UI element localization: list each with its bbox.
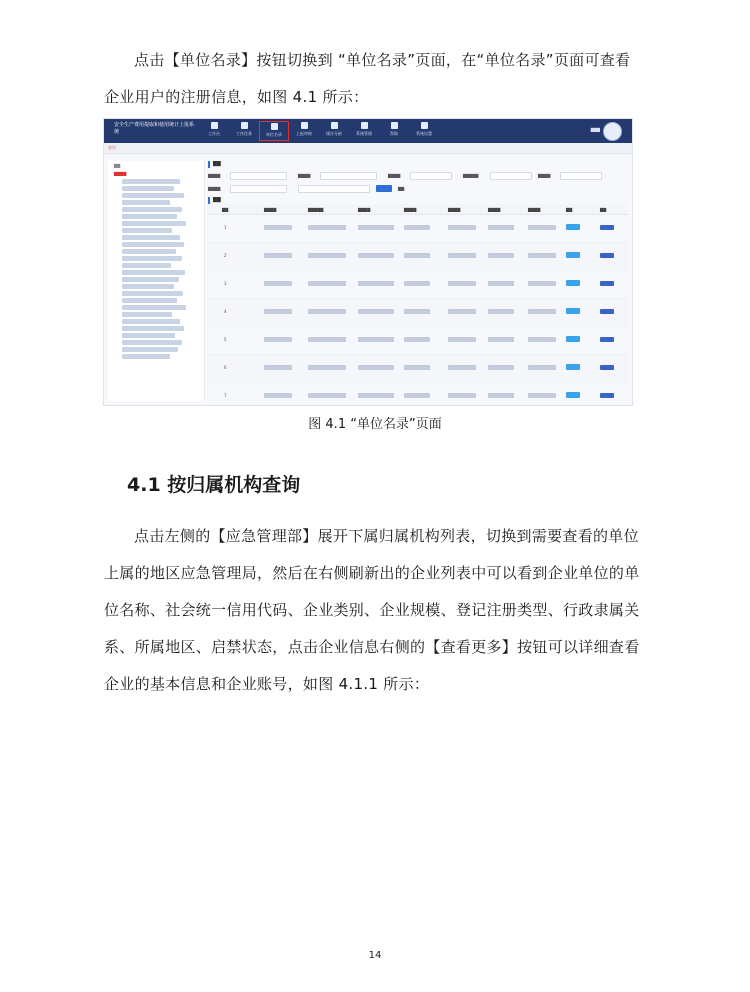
figure-sidebar-root: ▇▇▇▇ bbox=[114, 171, 127, 176]
figure-nav-item-active: 单位名录 bbox=[259, 121, 289, 141]
figure-app-title: 安全生产费用提取和使用统计上报系统 bbox=[114, 122, 195, 135]
section-heading: 4.1 按归属机构查询 bbox=[127, 474, 301, 496]
figure-tab: 首页 bbox=[108, 145, 116, 150]
figure-sidebar-head: ▇▇ bbox=[114, 163, 121, 168]
figure-view-more-link bbox=[600, 281, 614, 286]
figure-status-tag bbox=[566, 224, 580, 230]
figure-table bbox=[208, 215, 628, 406]
figure-status-tag bbox=[566, 308, 580, 314]
figure-user-name: ▇▇▇ bbox=[590, 127, 600, 132]
figure-table-header: ▇▇ ▇▇▇▇ ▇▇▇▇▇ ▇▇▇▇ ▇▇▇▇ ▇▇▇▇ ▇▇▇▇ ▇▇▇▇ ▇▇ ▇▇ bbox=[208, 204, 628, 215]
system-icon bbox=[361, 122, 368, 129]
figure-table-row: 2 bbox=[208, 243, 628, 271]
body-paragraph: 点击左侧的【应急管理部】展开下属归属机构列表，切换到需要查看的单位上属的地区应急管理局，然后在右侧刷新出的企业列表中可以看到企业单位的单位名称、社会统一信用代码、企业类别、企业规模、登记注册类型、行政隶属关系、所属地区、启禁状态，点击企业信息右侧的【查看更多】按钮可以详细查看企业的基本信息和企业账号，如图 4.1.1 所示： bbox=[104, 527, 640, 693]
figure-status-tag bbox=[566, 364, 580, 370]
figure-view-more-link bbox=[600, 365, 614, 370]
figure-filter-row: ▇▇▇▇ ▇▇ bbox=[208, 186, 405, 191]
gear-icon bbox=[421, 122, 428, 129]
stats-icon bbox=[331, 122, 338, 129]
figure-view-more-link bbox=[600, 337, 614, 342]
figure-main-panel bbox=[208, 161, 628, 401]
task-icon bbox=[241, 122, 248, 129]
figure-search-button bbox=[376, 185, 392, 192]
figure-nav-item: 工作台 bbox=[199, 121, 229, 141]
figure-view-more-link bbox=[600, 309, 614, 314]
figure-table-row: 4 bbox=[208, 299, 628, 327]
report-icon bbox=[301, 122, 308, 129]
figure-caption: 图 4.1 “单位名录”页面 bbox=[308, 417, 442, 432]
figure-nav-item: 工作任务 bbox=[229, 121, 259, 141]
figure-nav-item: 统计分析 bbox=[319, 121, 349, 141]
figure-nav-item: 帮助 bbox=[379, 121, 409, 141]
figure-status-tag bbox=[566, 280, 580, 286]
figure-table-row: 5 bbox=[208, 327, 628, 355]
figure-nav-item: 上报审核 bbox=[289, 121, 319, 141]
workbench-icon bbox=[211, 122, 218, 129]
figure-filter-title: ▇▇ bbox=[208, 161, 628, 168]
figure-tab-strip bbox=[104, 143, 632, 154]
figure-sidebar bbox=[108, 161, 205, 401]
figure-table-row: 3 bbox=[208, 271, 628, 299]
avatar-icon bbox=[603, 122, 622, 141]
figure-topbar bbox=[104, 119, 632, 143]
figure-status-tag bbox=[566, 252, 580, 258]
figure-view-more-link bbox=[600, 393, 614, 398]
figure-status-tag bbox=[566, 392, 580, 398]
help-icon bbox=[391, 122, 398, 129]
page-number: 14 bbox=[368, 950, 382, 961]
intro-paragraph: 点击【单位名录】按钮切换到 “单位名录”页面，在“单位名录”页面可查看企业用户的注册信息，如图 4.1 所示： bbox=[104, 51, 631, 106]
figure-table-row: 6 bbox=[208, 355, 628, 383]
figure-table-row: 7 bbox=[208, 383, 628, 406]
directory-icon bbox=[271, 123, 278, 130]
figure-table-row: 1 bbox=[208, 215, 628, 243]
figure-filter-row: ▇▇▇▇ ▇▇▇▇ ▇▇▇▇ ▇▇▇▇▇ ▇▇▇▇ bbox=[208, 171, 628, 181]
figure-status-tag bbox=[566, 336, 580, 342]
figure-view-more-link bbox=[600, 253, 614, 258]
figure-nav-item: 系统设置 bbox=[409, 121, 439, 141]
figure-nav-item: 系统管理 bbox=[349, 121, 379, 141]
figure-view-more-link bbox=[600, 225, 614, 230]
figure-screenshot bbox=[103, 118, 633, 406]
figure-list-title: ▇▇ bbox=[208, 197, 628, 204]
